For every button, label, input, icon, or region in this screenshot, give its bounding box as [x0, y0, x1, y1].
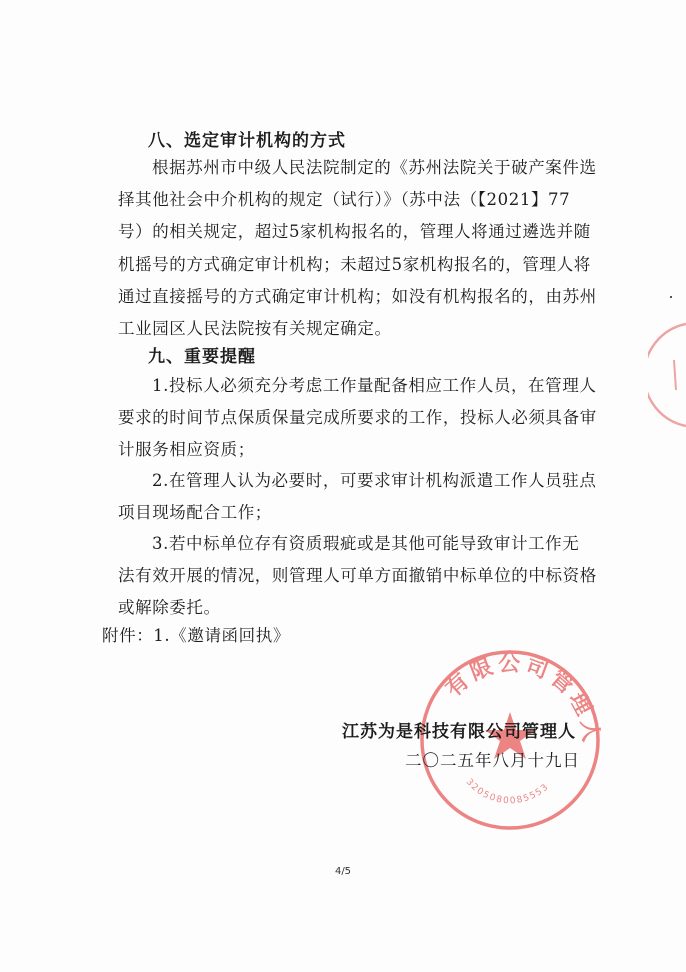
reminder-item-1: [118, 370, 608, 467]
reminder-item-2: [118, 465, 608, 529]
paragraph-line: 择其他社会中介机构的规定（试行）》（苏中法（【2021】77: [118, 190, 571, 210]
seam-seal-icon: [648, 320, 686, 430]
reminder-item-3: [118, 528, 608, 625]
section-8-heading: 八、选定审计机构的方式: [148, 131, 346, 151]
signature-organization: 江苏为是科技有限公司管理人: [342, 722, 576, 742]
paragraph-line: 计服务相应资质；: [118, 440, 255, 460]
paragraph-line: 或解除委托。: [118, 598, 221, 618]
paragraph-line: 机摇号的方式确定审计机构；未超过5家机构报名的，管理人将: [118, 254, 591, 274]
paragraph-line: 工业园区人民法院按有关规定确定。: [118, 319, 392, 339]
paragraph-line: 要求的时间节点保质保量完成所要求的工作，投标人必须具备审: [118, 408, 597, 428]
attachment-line: 附件：1.《邀请函回执》: [102, 626, 290, 645]
paragraph-line: 号）的相关规定，超过5家机构报名的，管理人将通过遴选并随: [118, 222, 591, 242]
scan-speck: [670, 296, 672, 298]
paragraph-line: 3.若中标单位存有资质瑕疵或是其他可能导致审计工作无: [152, 534, 580, 553]
seal-code: 3205080085553: [463, 777, 552, 807]
section-8-paragraph: [118, 152, 608, 345]
page-number: 4/5: [334, 866, 352, 877]
section-9-heading: 九、重要提醒: [148, 347, 256, 367]
paragraph-line: 项目现场配合工作；: [118, 503, 272, 523]
paragraph-line: 根据苏州市中级人民法院制定的《苏州法院关于破产案件选: [152, 158, 597, 177]
signature-date: 二〇二五年八月十九日: [405, 751, 580, 770]
paragraph-line: 法有效开展的情况，则管理人可单方面撤销中标单位的中标资格: [118, 566, 597, 586]
svg-text:3205080085553: [464, 777, 552, 806]
seal-text: 有限公司管理人: [440, 650, 605, 748]
paragraph-line: 2.在管理人认为必要时，可要求审计机构派遣工作人员驻点: [152, 471, 597, 490]
paragraph-line: 通过直接摇号的方式确定审计机构；如没有机构报名的，由苏州: [118, 286, 597, 306]
paragraph-line: 1.投标人必须充分考虑工作量配备相应工作人员，在管理人: [152, 376, 597, 395]
